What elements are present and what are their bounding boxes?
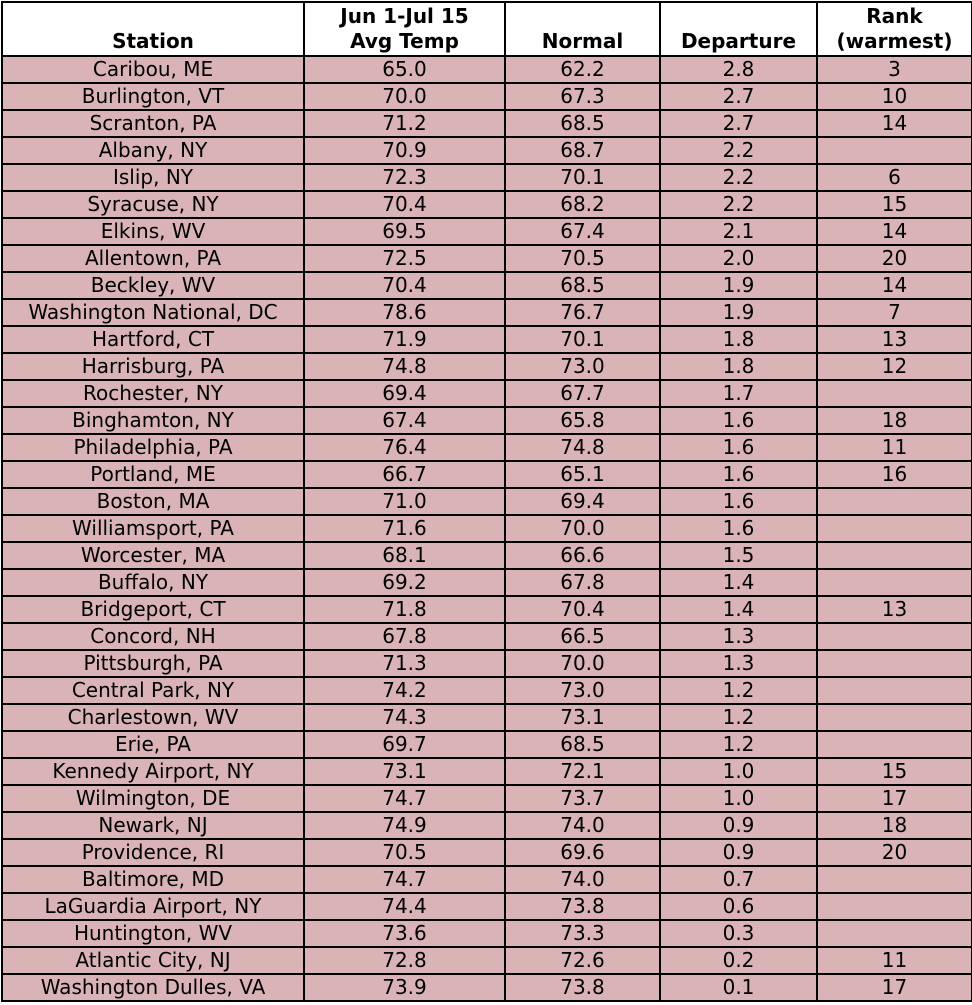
station-cell: Rochester, NY [2,380,304,407]
table-row [2,272,972,299]
avg-temp-cell: 72.8 [304,947,505,974]
avg-temp-cell: 69.4 [304,380,505,407]
normal-cell: 73.7 [505,785,660,812]
table-row [2,650,972,677]
rank-cell [817,380,972,407]
avg-temp-cell: 72.3 [304,164,505,191]
avg-temp-cell: 70.5 [304,839,505,866]
rank-cell: 20 [817,245,972,272]
avg-temp-cell: 74.9 [304,812,505,839]
table-row [2,758,972,785]
header-departure [660,2,817,56]
normal-cell: 70.1 [505,164,660,191]
table-row [2,83,972,110]
avg-temp-cell: 72.5 [304,245,505,272]
table-row [2,623,972,650]
station-cell: Philadelphia, PA [2,434,304,461]
departure-cell: 1.3 [660,650,817,677]
departure-cell: 1.0 [660,758,817,785]
table-row [2,218,972,245]
departure-cell: 1.6 [660,407,817,434]
table-row [2,596,972,623]
rank-cell: 14 [817,110,972,137]
rank-cell: 17 [817,974,972,1001]
avg-temp-cell: 71.0 [304,488,505,515]
normal-cell: 72.1 [505,758,660,785]
station-cell: Bridgeport, CT [2,596,304,623]
header-rank-line1: Rank [866,4,923,28]
normal-cell: 73.0 [505,353,660,380]
table-row [2,407,972,434]
table-row [2,191,972,218]
station-cell: Huntington, WV [2,920,304,947]
rank-cell [817,569,972,596]
rank-cell: 16 [817,461,972,488]
avg-temp-cell: 74.4 [304,893,505,920]
table-row [2,785,972,812]
avg-temp-cell: 76.4 [304,434,505,461]
station-cell: Allentown, PA [2,245,304,272]
avg-temp-cell: 71.3 [304,650,505,677]
avg-temp-cell: 69.2 [304,569,505,596]
departure-cell: 2.1 [660,218,817,245]
station-cell: Wilmington, DE [2,785,304,812]
rank-cell: 14 [817,218,972,245]
station-cell: Williamsport, PA [2,515,304,542]
rank-cell: 3 [817,56,972,83]
rank-cell [817,866,972,893]
rank-cell: 7 [817,299,972,326]
station-cell: Harrisburg, PA [2,353,304,380]
normal-cell: 70.5 [505,245,660,272]
header-avg-temp-line2: Avg Temp [350,29,459,53]
header-avg-temp-line1: Jun 1-Jul 15 [340,4,469,28]
departure-cell: 2.8 [660,56,817,83]
rank-cell: 6 [817,164,972,191]
departure-cell: 1.8 [660,353,817,380]
table-row [2,56,972,83]
rank-cell: 17 [817,785,972,812]
departure-cell: 1.9 [660,299,817,326]
avg-temp-cell: 73.9 [304,974,505,1001]
departure-cell: 2.0 [660,245,817,272]
rank-cell: 12 [817,353,972,380]
station-cell: Washington Dulles, VA [2,974,304,1001]
station-cell: Kennedy Airport, NY [2,758,304,785]
rank-cell [817,137,972,164]
avg-temp-cell: 74.7 [304,785,505,812]
normal-cell: 68.7 [505,137,660,164]
departure-cell: 2.2 [660,164,817,191]
departure-cell: 1.9 [660,272,817,299]
normal-cell: 74.0 [505,866,660,893]
rank-cell: 15 [817,191,972,218]
normal-cell: 65.1 [505,461,660,488]
normal-cell: 68.5 [505,272,660,299]
station-cell: Central Park, NY [2,677,304,704]
departure-cell: 0.3 [660,920,817,947]
normal-cell: 67.4 [505,218,660,245]
table-row [2,299,972,326]
station-cell: Albany, NY [2,137,304,164]
departure-cell: 1.4 [660,596,817,623]
table-row [2,920,972,947]
station-cell: Washington National, DC [2,299,304,326]
avg-temp-cell: 73.1 [304,758,505,785]
departure-cell: 1.2 [660,731,817,758]
rank-cell: 13 [817,596,972,623]
table-row [2,515,972,542]
normal-cell: 73.8 [505,893,660,920]
avg-temp-cell: 67.8 [304,623,505,650]
station-cell: Portland, ME [2,461,304,488]
normal-cell: 73.3 [505,920,660,947]
rank-cell: 10 [817,83,972,110]
avg-temp-cell: 71.6 [304,515,505,542]
avg-temp-cell: 65.0 [304,56,505,83]
normal-cell: 74.8 [505,434,660,461]
normal-cell: 67.7 [505,380,660,407]
rank-cell [817,650,972,677]
header-station-line2: Station [112,29,194,53]
rank-cell: 18 [817,407,972,434]
rank-cell: 14 [817,272,972,299]
table-row [2,164,972,191]
rank-cell [817,677,972,704]
departure-cell: 1.6 [660,515,817,542]
avg-temp-cell: 70.4 [304,191,505,218]
departure-cell: 1.7 [660,380,817,407]
departure-cell: 0.2 [660,947,817,974]
departure-cell: 2.2 [660,191,817,218]
normal-cell: 73.1 [505,704,660,731]
avg-temp-cell: 71.2 [304,110,505,137]
departure-cell: 0.6 [660,893,817,920]
station-cell: Scranton, PA [2,110,304,137]
avg-temp-cell: 73.6 [304,920,505,947]
table-row [2,893,972,920]
table-row [2,731,972,758]
table-row [2,380,972,407]
station-cell: Charlestown, WV [2,704,304,731]
station-cell: Concord, NH [2,623,304,650]
rank-cell [817,731,972,758]
avg-temp-cell: 70.0 [304,83,505,110]
table-row [2,812,972,839]
header-station [2,2,304,56]
departure-cell: 0.9 [660,812,817,839]
avg-temp-cell: 66.7 [304,461,505,488]
rank-cell [817,893,972,920]
departure-cell: 1.2 [660,677,817,704]
header-rank-line2: (warmest) [836,29,953,53]
departure-cell: 1.4 [660,569,817,596]
rank-cell [817,623,972,650]
station-cell: Providence, RI [2,839,304,866]
rank-cell: 15 [817,758,972,785]
normal-cell: 73.8 [505,974,660,1001]
avg-temp-cell: 71.8 [304,596,505,623]
header-rank [817,2,972,56]
station-cell: Pittsburgh, PA [2,650,304,677]
station-cell: Elkins, WV [2,218,304,245]
header-avg-temp [304,2,505,56]
table-row [2,542,972,569]
normal-cell: 62.2 [505,56,660,83]
table-row [2,974,972,1001]
normal-cell: 68.5 [505,110,660,137]
avg-temp-cell: 74.2 [304,677,505,704]
header-departure-line2: Departure [680,29,797,53]
normal-cell: 66.5 [505,623,660,650]
station-cell: LaGuardia Airport, NY [2,893,304,920]
departure-cell: 1.3 [660,623,817,650]
normal-cell: 69.4 [505,488,660,515]
departure-cell: 2.7 [660,110,817,137]
normal-cell: 74.0 [505,812,660,839]
avg-temp-cell: 70.9 [304,137,505,164]
normal-cell: 65.8 [505,407,660,434]
normal-cell: 73.0 [505,677,660,704]
table-row [2,110,972,137]
departure-cell: 1.6 [660,434,817,461]
departure-cell: 2.2 [660,137,817,164]
station-cell: Hartford, CT [2,326,304,353]
normal-cell: 67.3 [505,83,660,110]
header-normal-line2: Normal [541,29,624,53]
avg-temp-cell: 74.7 [304,866,505,893]
rank-cell: 11 [817,434,972,461]
departure-cell: 0.9 [660,839,817,866]
rank-cell [817,920,972,947]
table-row [2,839,972,866]
avg-temp-cell: 69.7 [304,731,505,758]
normal-cell: 70.0 [505,650,660,677]
rank-cell [817,488,972,515]
station-cell: Erie, PA [2,731,304,758]
table-row [2,326,972,353]
departure-cell: 1.6 [660,461,817,488]
departure-cell: 2.7 [660,83,817,110]
normal-cell: 76.7 [505,299,660,326]
table-header [2,2,972,56]
avg-temp-cell: 78.6 [304,299,505,326]
station-cell: Beckley, WV [2,272,304,299]
header-normal [505,2,660,56]
avg-temp-cell: 74.3 [304,704,505,731]
station-cell: Islip, NY [2,164,304,191]
table-row [2,488,972,515]
header-row [2,2,972,56]
departure-cell: 1.0 [660,785,817,812]
rank-cell: 11 [817,947,972,974]
station-cell: Burlington, VT [2,83,304,110]
table-row [2,434,972,461]
rank-cell [817,515,972,542]
rank-cell: 18 [817,812,972,839]
table-row [2,353,972,380]
normal-cell: 68.2 [505,191,660,218]
avg-temp-cell: 71.9 [304,326,505,353]
departure-cell: 1.5 [660,542,817,569]
normal-cell: 72.6 [505,947,660,974]
table-row [2,704,972,731]
temperature-table [1,1,972,1002]
avg-temp-cell: 67.4 [304,407,505,434]
station-cell: Atlantic City, NJ [2,947,304,974]
rank-cell [817,542,972,569]
station-cell: Baltimore, MD [2,866,304,893]
avg-temp-cell: 69.5 [304,218,505,245]
station-cell: Binghamton, NY [2,407,304,434]
station-cell: Syracuse, NY [2,191,304,218]
departure-cell: 0.1 [660,974,817,1001]
normal-cell: 66.6 [505,542,660,569]
departure-cell: 0.7 [660,866,817,893]
avg-temp-cell: 74.8 [304,353,505,380]
table-row [2,245,972,272]
normal-cell: 70.4 [505,596,660,623]
departure-cell: 1.2 [660,704,817,731]
table-row [2,677,972,704]
rank-cell: 13 [817,326,972,353]
normal-cell: 67.8 [505,569,660,596]
normal-cell: 69.6 [505,839,660,866]
station-cell: Boston, MA [2,488,304,515]
table-body [2,56,972,1001]
station-cell: Worcester, MA [2,542,304,569]
rank-cell: 20 [817,839,972,866]
normal-cell: 70.1 [505,326,660,353]
table-row [2,569,972,596]
table-row [2,461,972,488]
table-row [2,866,972,893]
station-cell: Caribou, ME [2,56,304,83]
table-row [2,137,972,164]
departure-cell: 1.8 [660,326,817,353]
table-row [2,947,972,974]
avg-temp-cell: 68.1 [304,542,505,569]
normal-cell: 70.0 [505,515,660,542]
station-cell: Buffalo, NY [2,569,304,596]
rank-cell [817,704,972,731]
normal-cell: 68.5 [505,731,660,758]
avg-temp-cell: 70.4 [304,272,505,299]
station-cell: Newark, NJ [2,812,304,839]
departure-cell: 1.6 [660,488,817,515]
